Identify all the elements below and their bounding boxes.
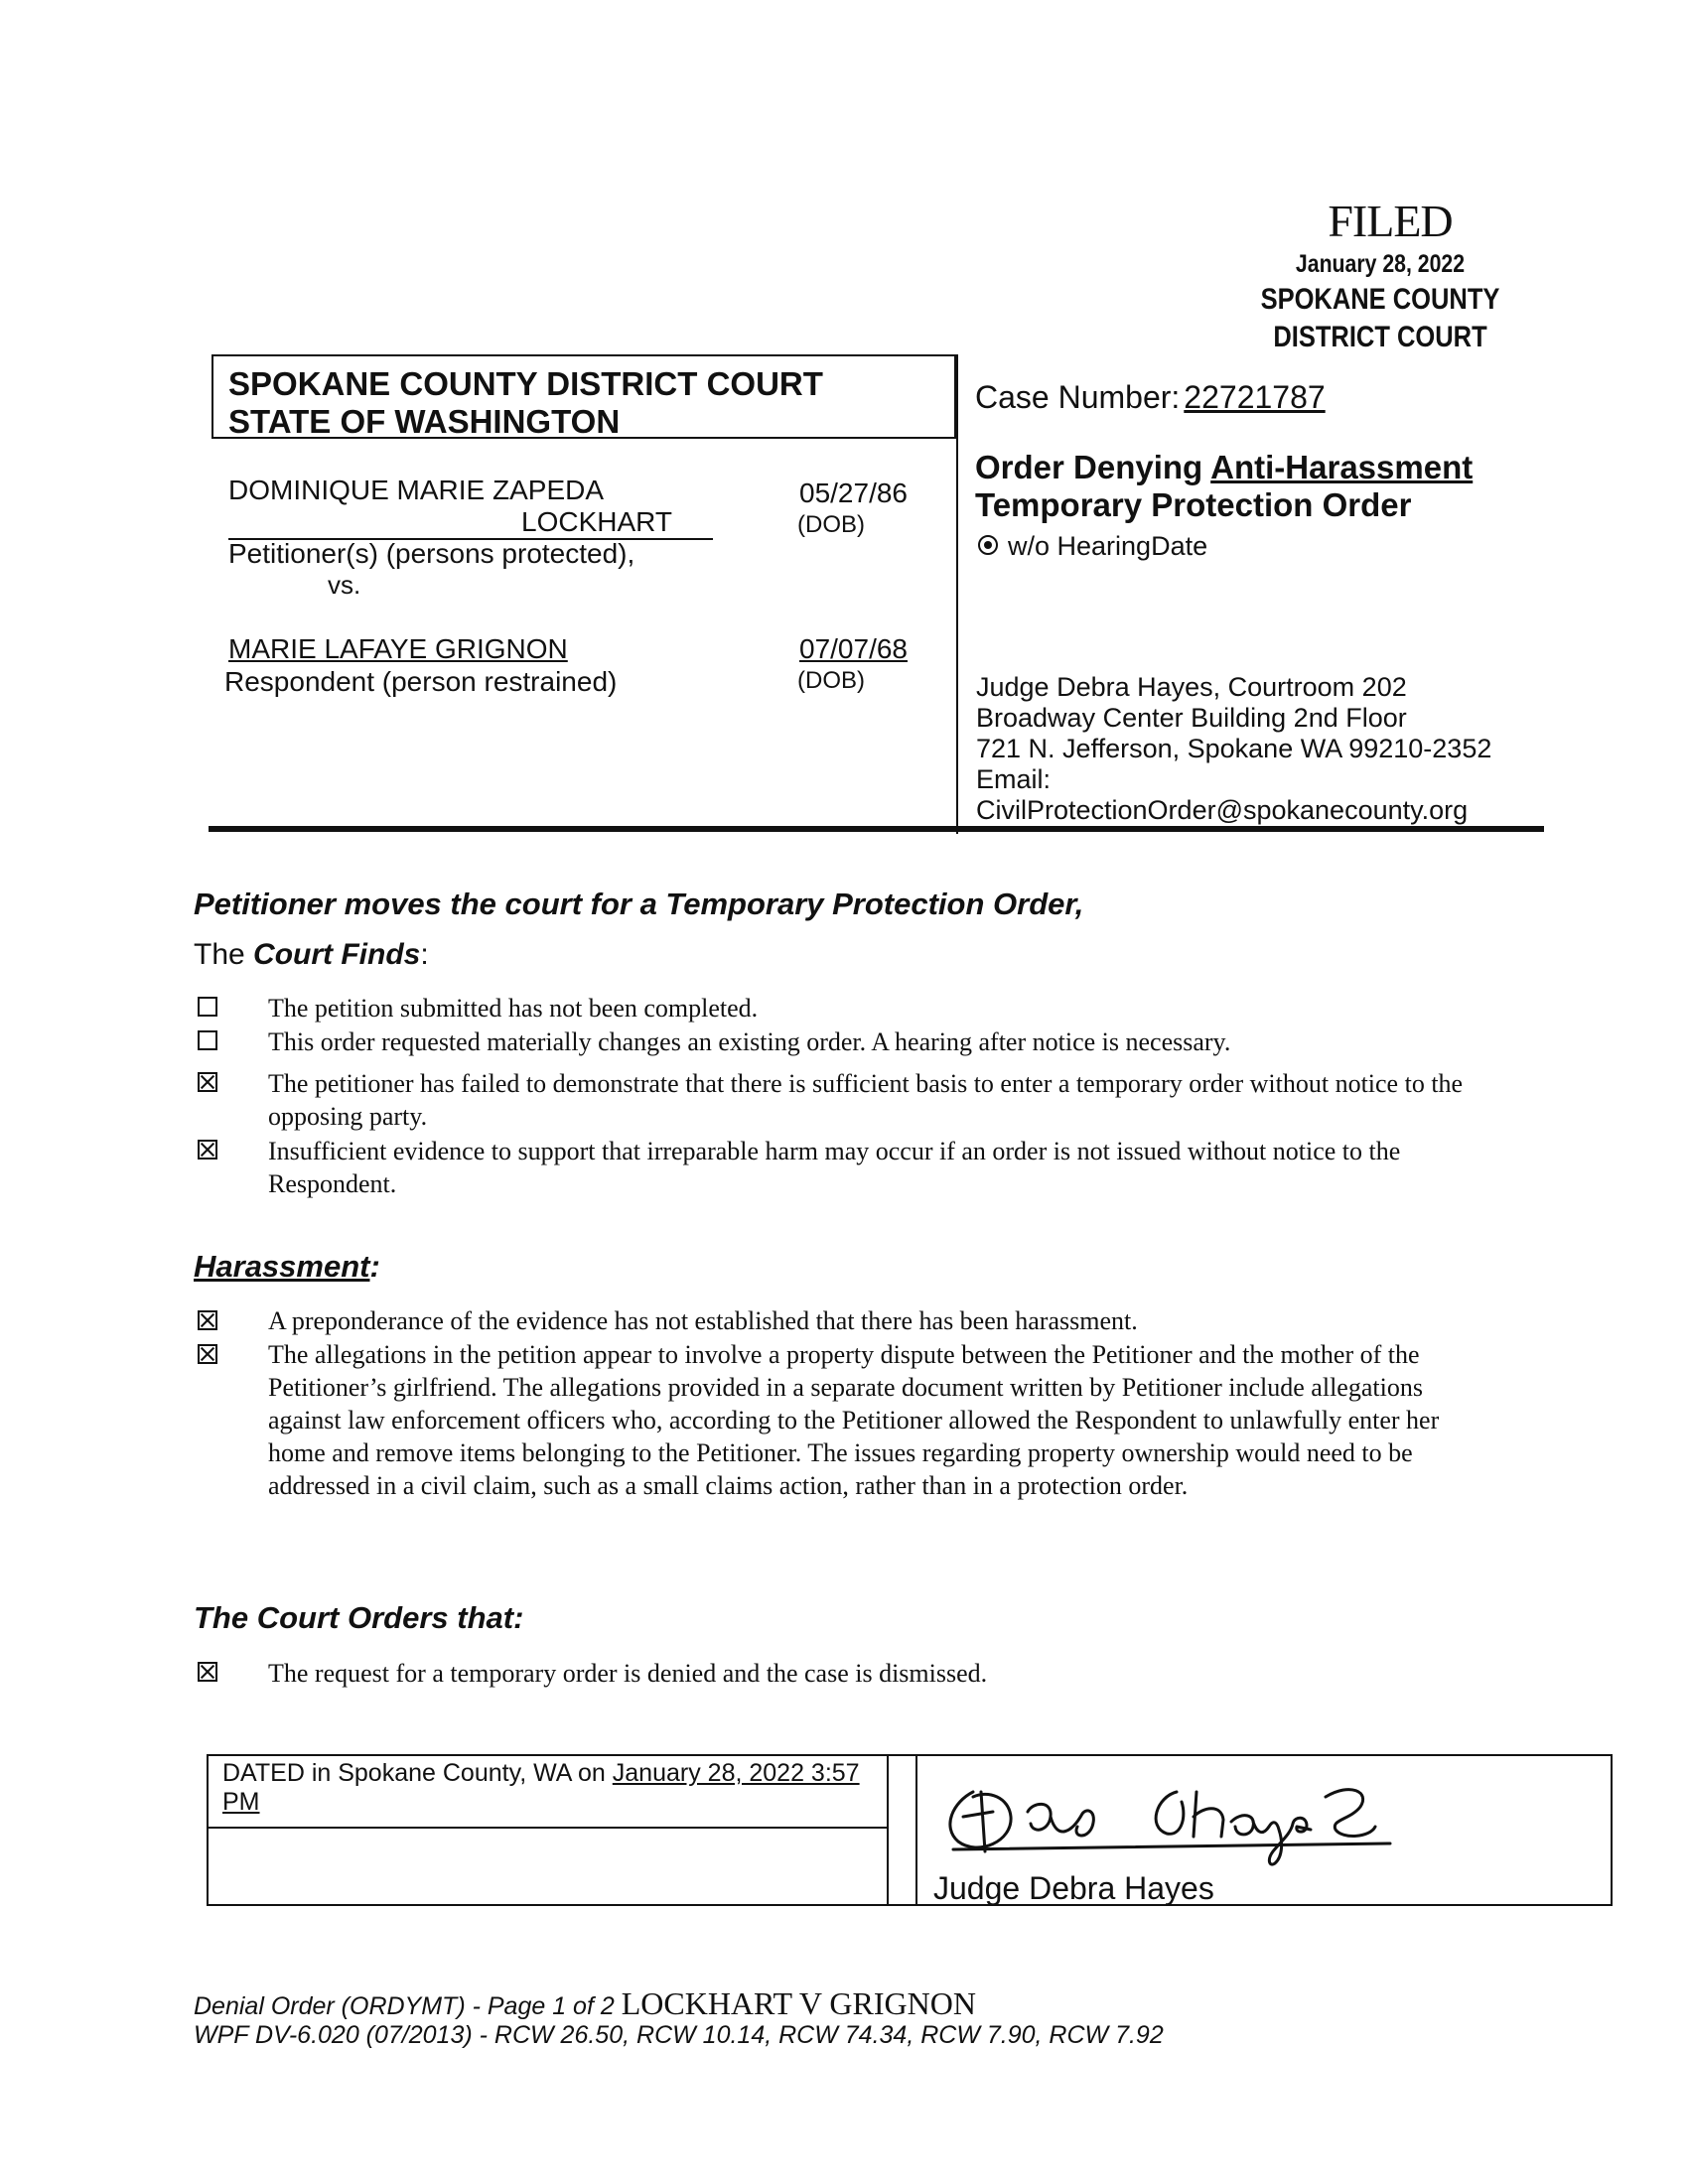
petitioner-dob-label: (DOB) — [797, 511, 865, 538]
order-title — [975, 449, 1473, 486]
motion-heading: Petitioner moves the court for a Temporary Protection Order, — [194, 887, 1084, 921]
order-title-prefix: Order Denying — [975, 449, 1211, 485]
filed-stamp-court: DISTRICT COURT — [1273, 321, 1487, 353]
respondent-name: MARIE LAFAYE GRIGNON — [228, 633, 568, 664]
petitioner-name-line2: LOCKHART — [521, 506, 672, 537]
footer-form-name — [194, 1985, 976, 2022]
case-number-value: 22721787 — [1184, 379, 1326, 415]
court-finds-bold: Court Finds — [253, 938, 421, 971]
petitioner-label: Petitioner(s) (persons protected), — [228, 538, 635, 569]
finding-text-2: This order requested materially changes an existing order. A hearing after notice is necessary. — [268, 1027, 1231, 1056]
finding-text-3: The petitioner has failed to demonstrate that there is sufficient basis to enter a temporary order without notice to the opposing party. — [268, 1069, 1464, 1131]
signature-table-row-divider — [207, 1827, 889, 1829]
judge-signature-name: Judge Debra Hayes — [933, 1870, 1214, 1906]
court-email-label: Email: — [976, 764, 1052, 794]
harassment-heading-colon: : — [369, 1249, 380, 1284]
finding-text-4: Insufficient evidence to support that irreparable harm may occur if an order is not issued without notice to the Respondent. — [268, 1137, 1401, 1198]
petitioner-name-line1: DOMINIQUE MARIE ZAPEDA — [228, 475, 605, 505]
footer-form-reference: WPF DV-6.020 (07/2013) - RCW 26.50, RCW 10.14, RCW 74.34, RCW 7.90, RCW 7.92 — [194, 2021, 1164, 2049]
court-finds-heading — [194, 938, 429, 972]
respondent-dob-label: (DOB) — [797, 667, 865, 694]
caption-divider-bottom — [209, 826, 1544, 832]
dated-line — [222, 1759, 878, 1817]
versus-label: vs. — [328, 570, 361, 600]
hearing-option — [978, 531, 1207, 562]
signature-table-divider — [915, 1754, 917, 1906]
case-number-line — [975, 379, 1326, 416]
court-building: Broadway Center Building 2nd Floor — [976, 703, 1407, 733]
court-email: CivilProtectionOrder@spokanecounty.org — [976, 795, 1469, 825]
footer-form-label: Denial Order (ORDYMT) - Page 1 of 2 — [194, 1992, 622, 2020]
dated-prefix: DATED in Spokane County, WA on — [222, 1759, 613, 1787]
dated-value: January 28, 2022 3:57 PM — [222, 1759, 860, 1816]
footer-case-caption: LOCKHART V GRIGNON — [621, 1985, 976, 2021]
radio-selected-icon — [978, 535, 998, 555]
court-name: SPOKANE COUNTY DISTRICT COURT — [228, 365, 823, 402]
hearing-option-label: w/o HearingDate — [1008, 531, 1208, 561]
caption-divider-vertical — [956, 354, 958, 834]
judge-signature-image — [933, 1772, 1489, 1866]
harassment-text-1: A preponderance of the evidence has not established that there has been harassment. — [268, 1306, 1138, 1335]
filed-stamp-county: SPOKANE COUNTY — [1260, 283, 1500, 316]
signature-table-divider — [887, 1754, 889, 1906]
order-text-1: The request for a temporary order is denied and the case is dismissed. — [268, 1659, 988, 1688]
finding-checkbox-2[interactable] — [198, 1030, 217, 1050]
finding-checkbox-4[interactable] — [198, 1140, 217, 1160]
court-address: 721 N. Jefferson, Spokane WA 99210-2352 — [976, 734, 1492, 763]
order-title-type: Anti-Harassment — [1210, 449, 1474, 485]
harassment-heading-word: Harassment — [194, 1249, 370, 1284]
filed-stamp-date: January 28, 2022 — [1295, 250, 1466, 278]
harassment-heading — [194, 1249, 380, 1285]
court-finds-prefix: The — [194, 938, 254, 971]
respondent-label: Respondent (person restrained) — [224, 666, 618, 697]
case-number-label: Case Number: — [975, 379, 1181, 415]
petitioner-dob: 05/27/86 — [799, 478, 908, 508]
harassment-text-2: The allegations in the petition appear to involve a property dispute between the Petitioner and the mother of the Petitioner’s girlfriend. The allegations provided in a separate document written by Petitioner include allegations against law enforcement officers who, according to the Petitioner allowed the Respondent to unlawfully enter her home and remove items belonging to the Petitioner. The issues regarding property ownership would need to be addressed in a civil claim, such as a small claims action, rather than in a protection order. — [268, 1340, 1440, 1500]
order-checkbox-1[interactable] — [198, 1662, 217, 1682]
finding-checkbox-1[interactable] — [198, 997, 217, 1017]
finding-checkbox-3[interactable] — [198, 1072, 217, 1092]
judge-courtroom: Judge Debra Hayes, Courtroom 202 — [976, 672, 1407, 702]
court-finds-colon: : — [420, 938, 429, 971]
respondent-dob: 07/07/68 — [799, 633, 908, 664]
filed-stamp-title: FILED — [1328, 196, 1453, 246]
court-orders-heading: The Court Orders that: — [194, 1600, 524, 1635]
court-state: STATE OF WASHINGTON — [228, 403, 621, 440]
harassment-checkbox-1[interactable] — [198, 1310, 217, 1330]
order-title-line2: Temporary Protection Order — [975, 486, 1412, 523]
harassment-checkbox-2[interactable] — [198, 1344, 217, 1364]
finding-text-1: The petition submitted has not been completed. — [268, 994, 759, 1023]
